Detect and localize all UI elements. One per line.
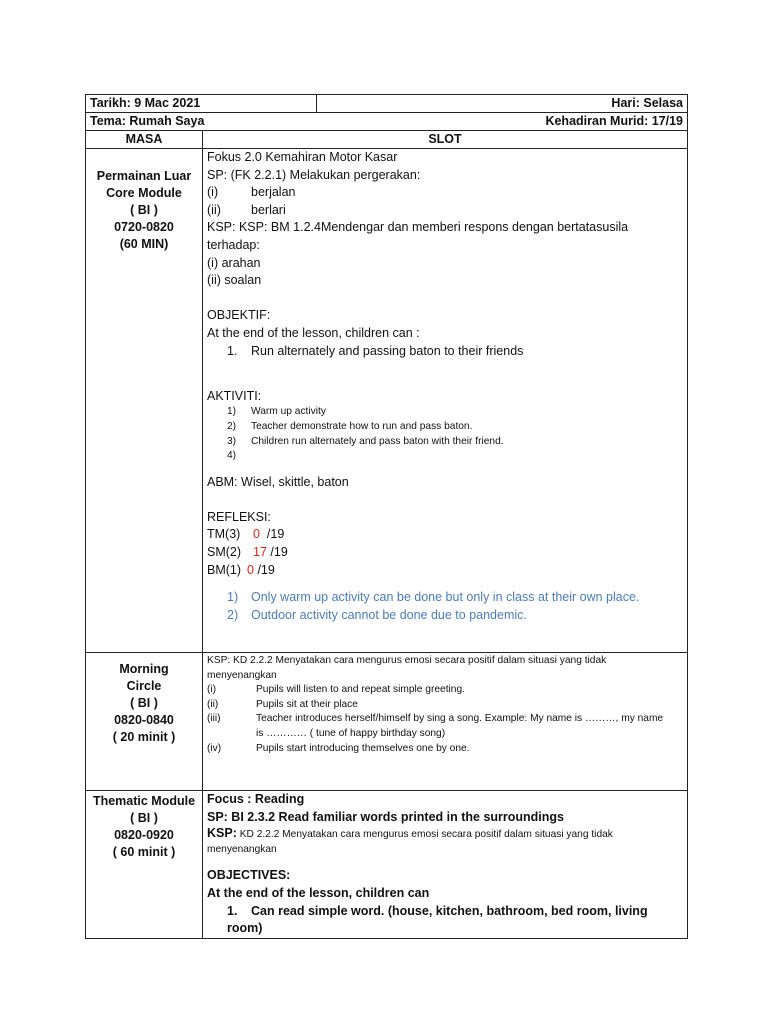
circle-item: (ii) Pupils sit at their place	[207, 698, 358, 710]
objectives-title: OBJECTIVES:	[207, 868, 291, 883]
ksp-line: KSP: KD 2.2.2 Menyatakan cara mengurus emosi secara positif dalam situasi yang tidak	[207, 655, 607, 666]
masa-line: ( BI )	[130, 696, 158, 710]
ksp-cont: menyenangkan	[207, 669, 277, 681]
theme-cell: Tema: Rumah Saya	[86, 113, 317, 131]
lesson-plan-page	[85, 94, 687, 939]
ksp-cont: terhadap:	[207, 237, 260, 252]
masa-line: Circle	[126, 679, 162, 693]
aktiviti-item: 4)	[227, 450, 237, 462]
sp-item: (ii) berlari	[207, 202, 286, 217]
refleksi-row: BM(1) 0 /19	[207, 562, 275, 577]
masa-line: Thematic Module	[92, 794, 196, 808]
circle-item: is ………… ( tune of happy birthday song)	[256, 727, 446, 739]
masa-cell-2	[86, 653, 203, 791]
masa-line: (60 MIN)	[119, 237, 169, 251]
focus-line: Fokus 2.0 Kemahiran Motor Kasar	[207, 150, 398, 164]
refleksi-row: TM(3) 0 /19	[207, 527, 285, 542]
ksp-item: (i) arahan	[207, 255, 261, 270]
header-row-1	[86, 95, 688, 113]
abm-line: ABM: Wisel, skittle, baton	[207, 474, 349, 489]
masa-line: Morning	[119, 662, 169, 676]
sp-item: (i) berjalan	[207, 185, 296, 200]
masa-line: 0720-0820	[114, 220, 174, 234]
lesson-plan-table	[85, 94, 688, 939]
aktiviti-title: AKTIVITI:	[207, 388, 262, 403]
aktiviti-item: 1) Warm up activity	[227, 406, 326, 418]
objectives-intro: At the end of the lesson, children can	[207, 885, 430, 900]
objektif-intro: At the end of the lesson, children can :	[207, 325, 420, 340]
column-header-row	[86, 131, 688, 149]
objectives-item: 1. Can read simple word. (house, kitchen, bathroom, bed room, living room)	[227, 903, 648, 936]
masa-line: ( BI )	[130, 203, 158, 217]
header-row-2	[86, 113, 688, 131]
focus-line: Focus : Reading	[207, 792, 305, 806]
slot-cell-3	[203, 791, 688, 939]
slot-row-morning-circle	[86, 653, 688, 791]
masa-cell-3	[86, 791, 203, 939]
slot-cell-2	[203, 653, 688, 791]
note-item: 1) Only warm up activity can be done but only in class at their own place.	[227, 590, 640, 605]
attendance-cell: Kehadiran Murid: 17/19	[317, 113, 688, 131]
slot-row-permainan-luar	[86, 149, 688, 653]
objektif-title: OBJEKTIF:	[207, 308, 271, 323]
masa-cell-1	[86, 149, 203, 653]
slot-row-thematic-module	[86, 791, 688, 939]
slot-cell-1	[203, 149, 688, 653]
ksp-line: KSP: KSP: BM 1.2.4Mendengar dan memberi respons dengan bertatasusila	[207, 220, 629, 235]
circle-item: (iii) Teacher introduces herself/himself by sing a song. Example: My name is ………, my name	[207, 713, 664, 725]
ksp-line: KSP: KD 2.2.2 Menyatakan cara mengurus emosi secara positif dalam situasi yang tidak	[207, 826, 613, 841]
ksp-cont: menyenangkan	[207, 843, 277, 855]
sp-line: SP: (FK 2.2.1) Melakukan pergerakan:	[207, 167, 421, 182]
day-cell: Hari: Selasa	[317, 95, 688, 113]
masa-line: ( 20 minit )	[112, 730, 176, 744]
slot-header: SLOT	[203, 131, 688, 149]
masa-line: ( 60 minit )	[112, 845, 176, 859]
refleksi-row: SM(2) 17 /19	[207, 545, 288, 560]
masa-line: 0820-0840	[114, 713, 174, 727]
masa-line: 0820-0920	[114, 828, 174, 842]
sp-line: SP: BI 2.3.2 Read familiar words printed in the surroundings	[207, 809, 565, 824]
objektif-item: 1. Run alternately and passing baton to their friends	[227, 343, 524, 358]
refleksi-title: REFLEKSI:	[207, 509, 271, 524]
masa-line: Permainan Luar	[96, 169, 192, 183]
circle-item: (i) Pupils will listen to and repeat simple greeting.	[207, 684, 465, 696]
date-cell: Tarikh: 9 Mac 2021	[86, 95, 317, 113]
masa-header: MASA	[86, 131, 203, 149]
masa-line: ( BI )	[130, 811, 158, 825]
aktiviti-item: 3) Children run alternately and pass baton with their friend.	[227, 435, 504, 447]
ksp-item: (ii) soalan	[207, 273, 262, 288]
note-item: 2) Outdoor activity cannot be done due to pandemic.	[227, 607, 527, 622]
aktiviti-item: 2) Teacher demonstrate how to run and pass baton.	[227, 420, 473, 432]
circle-item: (iv) Pupils start introducing themselves one by one.	[207, 742, 470, 754]
masa-line: Core Module	[106, 186, 182, 200]
